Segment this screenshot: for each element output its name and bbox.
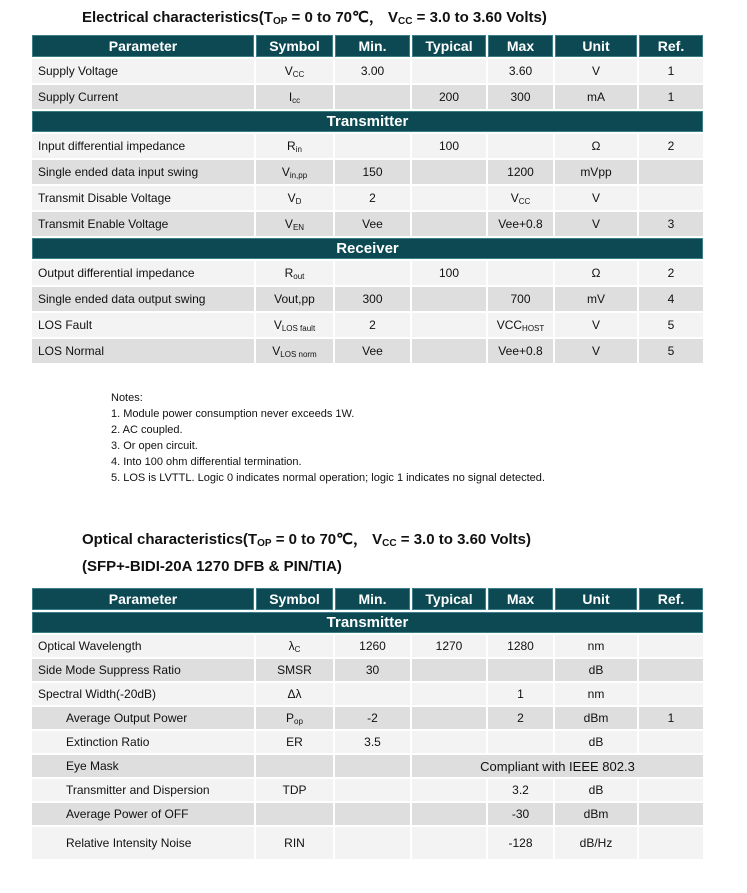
- symbol-text: P: [286, 710, 295, 725]
- max-text: Vee+0.8: [498, 343, 543, 358]
- table-row: [31, 185, 704, 211]
- symbol-text: Δλ: [287, 686, 302, 701]
- symbol-cell: [255, 159, 334, 185]
- max-subscript: HOST: [522, 323, 545, 333]
- parameter-cell: Extinction Ratio: [31, 730, 255, 754]
- max-cell: [487, 211, 554, 237]
- max-cell: [487, 730, 554, 754]
- min-cell: [334, 802, 411, 826]
- symbol-cell: [255, 730, 334, 754]
- max-text: 700: [510, 291, 531, 306]
- electrical-title: [82, 6, 547, 27]
- title-text: = 0 to 70℃， V: [287, 9, 399, 26]
- typical-cell: 100: [411, 260, 487, 286]
- ref-cell: 1: [638, 58, 704, 84]
- unit-cell: nm: [554, 634, 638, 658]
- table-row: [31, 730, 704, 754]
- unit-cell: mA: [554, 84, 638, 110]
- table-row: [31, 778, 704, 802]
- table-row: [31, 802, 704, 826]
- max-cell: [487, 682, 554, 706]
- max-text: V: [510, 190, 519, 205]
- parameter-cell: Spectral Width(-20dB): [31, 682, 255, 706]
- max-cell: [487, 133, 554, 159]
- unit-cell: V: [554, 211, 638, 237]
- typical-cell: 100: [411, 133, 487, 159]
- parameter-cell: Eye Mask: [31, 754, 255, 778]
- unit-cell: Ω: [554, 133, 638, 159]
- ref-cell: [638, 826, 704, 860]
- symbol-cell: [255, 58, 334, 84]
- symbol-text: λ: [288, 638, 295, 653]
- table-row: [31, 682, 704, 706]
- symbol-cell: [255, 312, 334, 338]
- ref-cell: 1: [638, 706, 704, 730]
- symbol-subscript: out: [293, 271, 305, 281]
- ref-cell: [638, 185, 704, 211]
- max-subscript: CC: [518, 196, 531, 206]
- typical-cell: [411, 802, 487, 826]
- max-cell: [487, 778, 554, 802]
- table-row: [31, 211, 704, 237]
- title-text: Optical characteristics(T: [82, 531, 258, 548]
- symbol-subscript: EN: [292, 222, 305, 232]
- compliance-cell: Compliant with IEEE 802.3: [411, 754, 704, 778]
- unit-cell: V: [554, 338, 638, 364]
- column-header: Max: [487, 587, 554, 611]
- symbol-cell: [255, 658, 334, 682]
- optical-table: [30, 586, 705, 861]
- parameter-cell: Optical Wavelength: [31, 634, 255, 658]
- parameter-cell: Relative Intensity Noise: [31, 826, 255, 860]
- symbol-text: V: [272, 343, 281, 358]
- max-cell: [487, 286, 554, 312]
- typical-cell: [411, 706, 487, 730]
- min-cell: [334, 84, 411, 110]
- ref-cell: 4: [638, 286, 704, 312]
- ref-cell: [638, 682, 704, 706]
- symbol-cell: [255, 634, 334, 658]
- symbol-cell: [255, 211, 334, 237]
- symbol-text: TDP: [282, 782, 307, 797]
- typical-cell: [411, 58, 487, 84]
- column-header: Parameter: [31, 34, 255, 58]
- symbol-subscript: in,pp: [289, 170, 308, 180]
- symbol-subscript: CC: [292, 69, 305, 79]
- unit-cell: dB: [554, 778, 638, 802]
- symbol-text: ER: [286, 734, 303, 749]
- column-header: Max: [487, 34, 554, 58]
- ref-cell: [638, 802, 704, 826]
- parameter-cell: LOS Fault: [31, 312, 255, 338]
- symbol-cell: [255, 706, 334, 730]
- table-row: [31, 133, 704, 159]
- symbol-text: R: [284, 265, 294, 280]
- max-cell: [487, 826, 554, 860]
- ref-cell: [638, 634, 704, 658]
- section-title: Transmitter: [31, 110, 704, 133]
- parameter-cell: Input differential impedance: [31, 133, 255, 159]
- symbol-cell: [255, 754, 334, 778]
- table-row: [31, 754, 704, 778]
- max-text: Vee+0.8: [498, 216, 543, 231]
- max-text: -128: [508, 835, 533, 850]
- unit-cell: dBm: [554, 706, 638, 730]
- max-text: 300: [510, 89, 531, 104]
- symbol-cell: [255, 133, 334, 159]
- table-row: [31, 286, 704, 312]
- max-text: 3.2: [512, 782, 529, 797]
- symbol-text: RIN: [284, 835, 305, 850]
- parameter-cell: Transmitter and Dispersion: [31, 778, 255, 802]
- column-header: Parameter: [31, 587, 255, 611]
- unit-cell: Ω: [554, 260, 638, 286]
- min-cell: Vee: [334, 211, 411, 237]
- title-sub: CC: [382, 538, 397, 549]
- unit-cell: dB: [554, 730, 638, 754]
- optical-title: [82, 528, 531, 549]
- typical-cell: [411, 826, 487, 860]
- note-line: 1. Module power consumption never exceeds 1W.: [111, 408, 355, 420]
- symbol-subscript: cc: [292, 95, 301, 105]
- unit-cell: V: [554, 312, 638, 338]
- ref-cell: 3: [638, 211, 704, 237]
- max-cell: [487, 159, 554, 185]
- min-cell: 1260: [334, 634, 411, 658]
- symbol-text: V: [284, 216, 293, 231]
- min-cell: 300: [334, 286, 411, 312]
- unit-cell: dB: [554, 658, 638, 682]
- max-cell: [487, 338, 554, 364]
- column-header: Min.: [334, 587, 411, 611]
- typical-cell: [411, 312, 487, 338]
- symbol-subscript: LOS fault: [281, 323, 316, 333]
- table-row: [31, 260, 704, 286]
- typical-cell: 200: [411, 84, 487, 110]
- symbol-cell: [255, 286, 334, 312]
- min-cell: [334, 778, 411, 802]
- unit-cell: mV: [554, 286, 638, 312]
- max-cell: [487, 634, 554, 658]
- title-text: = 3.0 to 3.60 Volts): [412, 9, 547, 26]
- typical-cell: [411, 211, 487, 237]
- typical-cell: [411, 185, 487, 211]
- symbol-subscript: op: [294, 716, 303, 726]
- symbol-cell: [255, 826, 334, 860]
- typical-cell: 1270: [411, 634, 487, 658]
- empty-cell: [334, 754, 411, 778]
- min-cell: 3.00: [334, 58, 411, 84]
- table-row: [31, 338, 704, 364]
- symbol-subscript: LOS norm: [280, 349, 317, 359]
- typical-cell: [411, 730, 487, 754]
- unit-cell: mVpp: [554, 159, 638, 185]
- symbol-text: SMSR: [277, 662, 312, 677]
- note-line: 4. Into 100 ohm differential termination.: [111, 456, 302, 468]
- min-cell: 2: [334, 185, 411, 211]
- typical-cell: [411, 286, 487, 312]
- ref-cell: [638, 778, 704, 802]
- title-text: Electrical characteristics(T: [82, 9, 273, 26]
- table-row: [31, 58, 704, 84]
- symbol-cell: [255, 778, 334, 802]
- min-cell: [334, 682, 411, 706]
- typical-cell: [411, 658, 487, 682]
- min-cell: 2: [334, 312, 411, 338]
- symbol-text: V: [284, 63, 293, 78]
- min-cell: [334, 826, 411, 860]
- optical-subtitle: (SFP+-BIDI-20A 1270 DFB & PIN/TIA): [82, 558, 342, 575]
- min-cell: 150: [334, 159, 411, 185]
- ref-cell: [638, 658, 704, 682]
- unit-cell: V: [554, 58, 638, 84]
- notes: [111, 390, 545, 486]
- column-header: Typical: [411, 34, 487, 58]
- max-cell: [487, 84, 554, 110]
- note-line: 3. Or open circuit.: [111, 440, 198, 452]
- unit-cell: dBm: [554, 802, 638, 826]
- symbol-cell: [255, 260, 334, 286]
- min-cell: [334, 260, 411, 286]
- ref-cell: 1: [638, 84, 704, 110]
- parameter-cell: Single ended data input swing: [31, 159, 255, 185]
- max-text: 2: [517, 710, 524, 725]
- parameter-cell: LOS Normal: [31, 338, 255, 364]
- column-header: Symbol: [255, 34, 334, 58]
- parameter-cell: Output differential impedance: [31, 260, 255, 286]
- min-cell: [334, 133, 411, 159]
- symbol-subscript: D: [295, 196, 302, 206]
- symbol-cell: [255, 802, 334, 826]
- column-header: Unit: [554, 34, 638, 58]
- title-sub: OP: [272, 16, 288, 27]
- parameter-cell: Single ended data output swing: [31, 286, 255, 312]
- column-header: Ref.: [638, 34, 704, 58]
- symbol-cell: [255, 84, 334, 110]
- symbol-text: R: [287, 138, 296, 153]
- symbol-cell: [255, 338, 334, 364]
- max-text: 1280: [507, 638, 534, 653]
- symbol-text: V: [287, 190, 296, 205]
- max-text: 1200: [507, 164, 534, 179]
- max-cell: [487, 706, 554, 730]
- max-cell: [487, 312, 554, 338]
- max-text: -30: [511, 806, 530, 821]
- min-cell: 3.5: [334, 730, 411, 754]
- parameter-cell: Average Power of OFF: [31, 802, 255, 826]
- symbol-text: V: [281, 164, 290, 179]
- parameter-cell: Transmit Enable Voltage: [31, 211, 255, 237]
- symbol-cell: [255, 185, 334, 211]
- min-cell: 30: [334, 658, 411, 682]
- max-cell: [487, 658, 554, 682]
- unit-cell: V: [554, 185, 638, 211]
- parameter-cell: Supply Voltage: [31, 58, 255, 84]
- symbol-subscript: in: [295, 144, 302, 154]
- typical-cell: [411, 159, 487, 185]
- note-line: 2. AC coupled.: [111, 424, 183, 436]
- column-header: Typical: [411, 587, 487, 611]
- table-row: [31, 634, 704, 658]
- note-line: Notes:: [111, 392, 143, 404]
- title-text: = 0 to 70℃， V: [271, 531, 383, 548]
- parameter-cell: Side Mode Suppress Ratio: [31, 658, 255, 682]
- header-row: [31, 34, 704, 58]
- typical-cell: [411, 778, 487, 802]
- min-cell: -2: [334, 706, 411, 730]
- section-row: [31, 611, 704, 634]
- title-text: = 3.0 to 3.60 Volts): [396, 531, 531, 548]
- unit-cell: dB/Hz: [554, 826, 638, 860]
- ref-cell: 2: [638, 260, 704, 286]
- table-row: [31, 159, 704, 185]
- max-cell: [487, 58, 554, 84]
- parameter-cell: Transmit Disable Voltage: [31, 185, 255, 211]
- max-cell: [487, 185, 554, 211]
- table-row: [31, 312, 704, 338]
- min-cell: Vee: [334, 338, 411, 364]
- max-text: 3.60: [508, 63, 533, 78]
- section-title: Receiver: [31, 237, 704, 260]
- max-cell: [487, 260, 554, 286]
- table-row: [31, 84, 704, 110]
- table-row: [31, 706, 704, 730]
- section-row: [31, 110, 704, 133]
- title-sub: OP: [257, 538, 272, 549]
- section-title: Transmitter: [31, 611, 704, 634]
- title-sub: CC: [398, 16, 413, 27]
- section-row: [31, 237, 704, 260]
- max-cell: [487, 802, 554, 826]
- unit-cell: nm: [554, 682, 638, 706]
- electrical-table: [30, 33, 705, 365]
- parameter-cell: Average Output Power: [31, 706, 255, 730]
- symbol-text: V: [273, 317, 282, 332]
- ref-cell: 5: [638, 338, 704, 364]
- column-header: Symbol: [255, 587, 334, 611]
- symbol-text: Vout,pp: [274, 291, 315, 306]
- column-header: Unit: [554, 587, 638, 611]
- note-line: 5. LOS is LVTTL. Logic 0 indicates normal operation; logic 1 indicates no signal detected.: [111, 472, 545, 484]
- column-header: Min.: [334, 34, 411, 58]
- table-row: [31, 658, 704, 682]
- typical-cell: [411, 338, 487, 364]
- ref-cell: 2: [638, 133, 704, 159]
- ref-cell: [638, 730, 704, 754]
- table-row: [31, 826, 704, 860]
- column-header: Ref.: [638, 587, 704, 611]
- symbol-text: I: [288, 89, 293, 104]
- ref-cell: 5: [638, 312, 704, 338]
- header-row: [31, 587, 704, 611]
- max-text: VCC: [496, 317, 523, 332]
- symbol-subscript: C: [294, 644, 301, 654]
- ref-cell: [638, 159, 704, 185]
- symbol-cell: [255, 682, 334, 706]
- max-text: 1: [517, 686, 524, 701]
- typical-cell: [411, 682, 487, 706]
- parameter-cell: Supply Current: [31, 84, 255, 110]
